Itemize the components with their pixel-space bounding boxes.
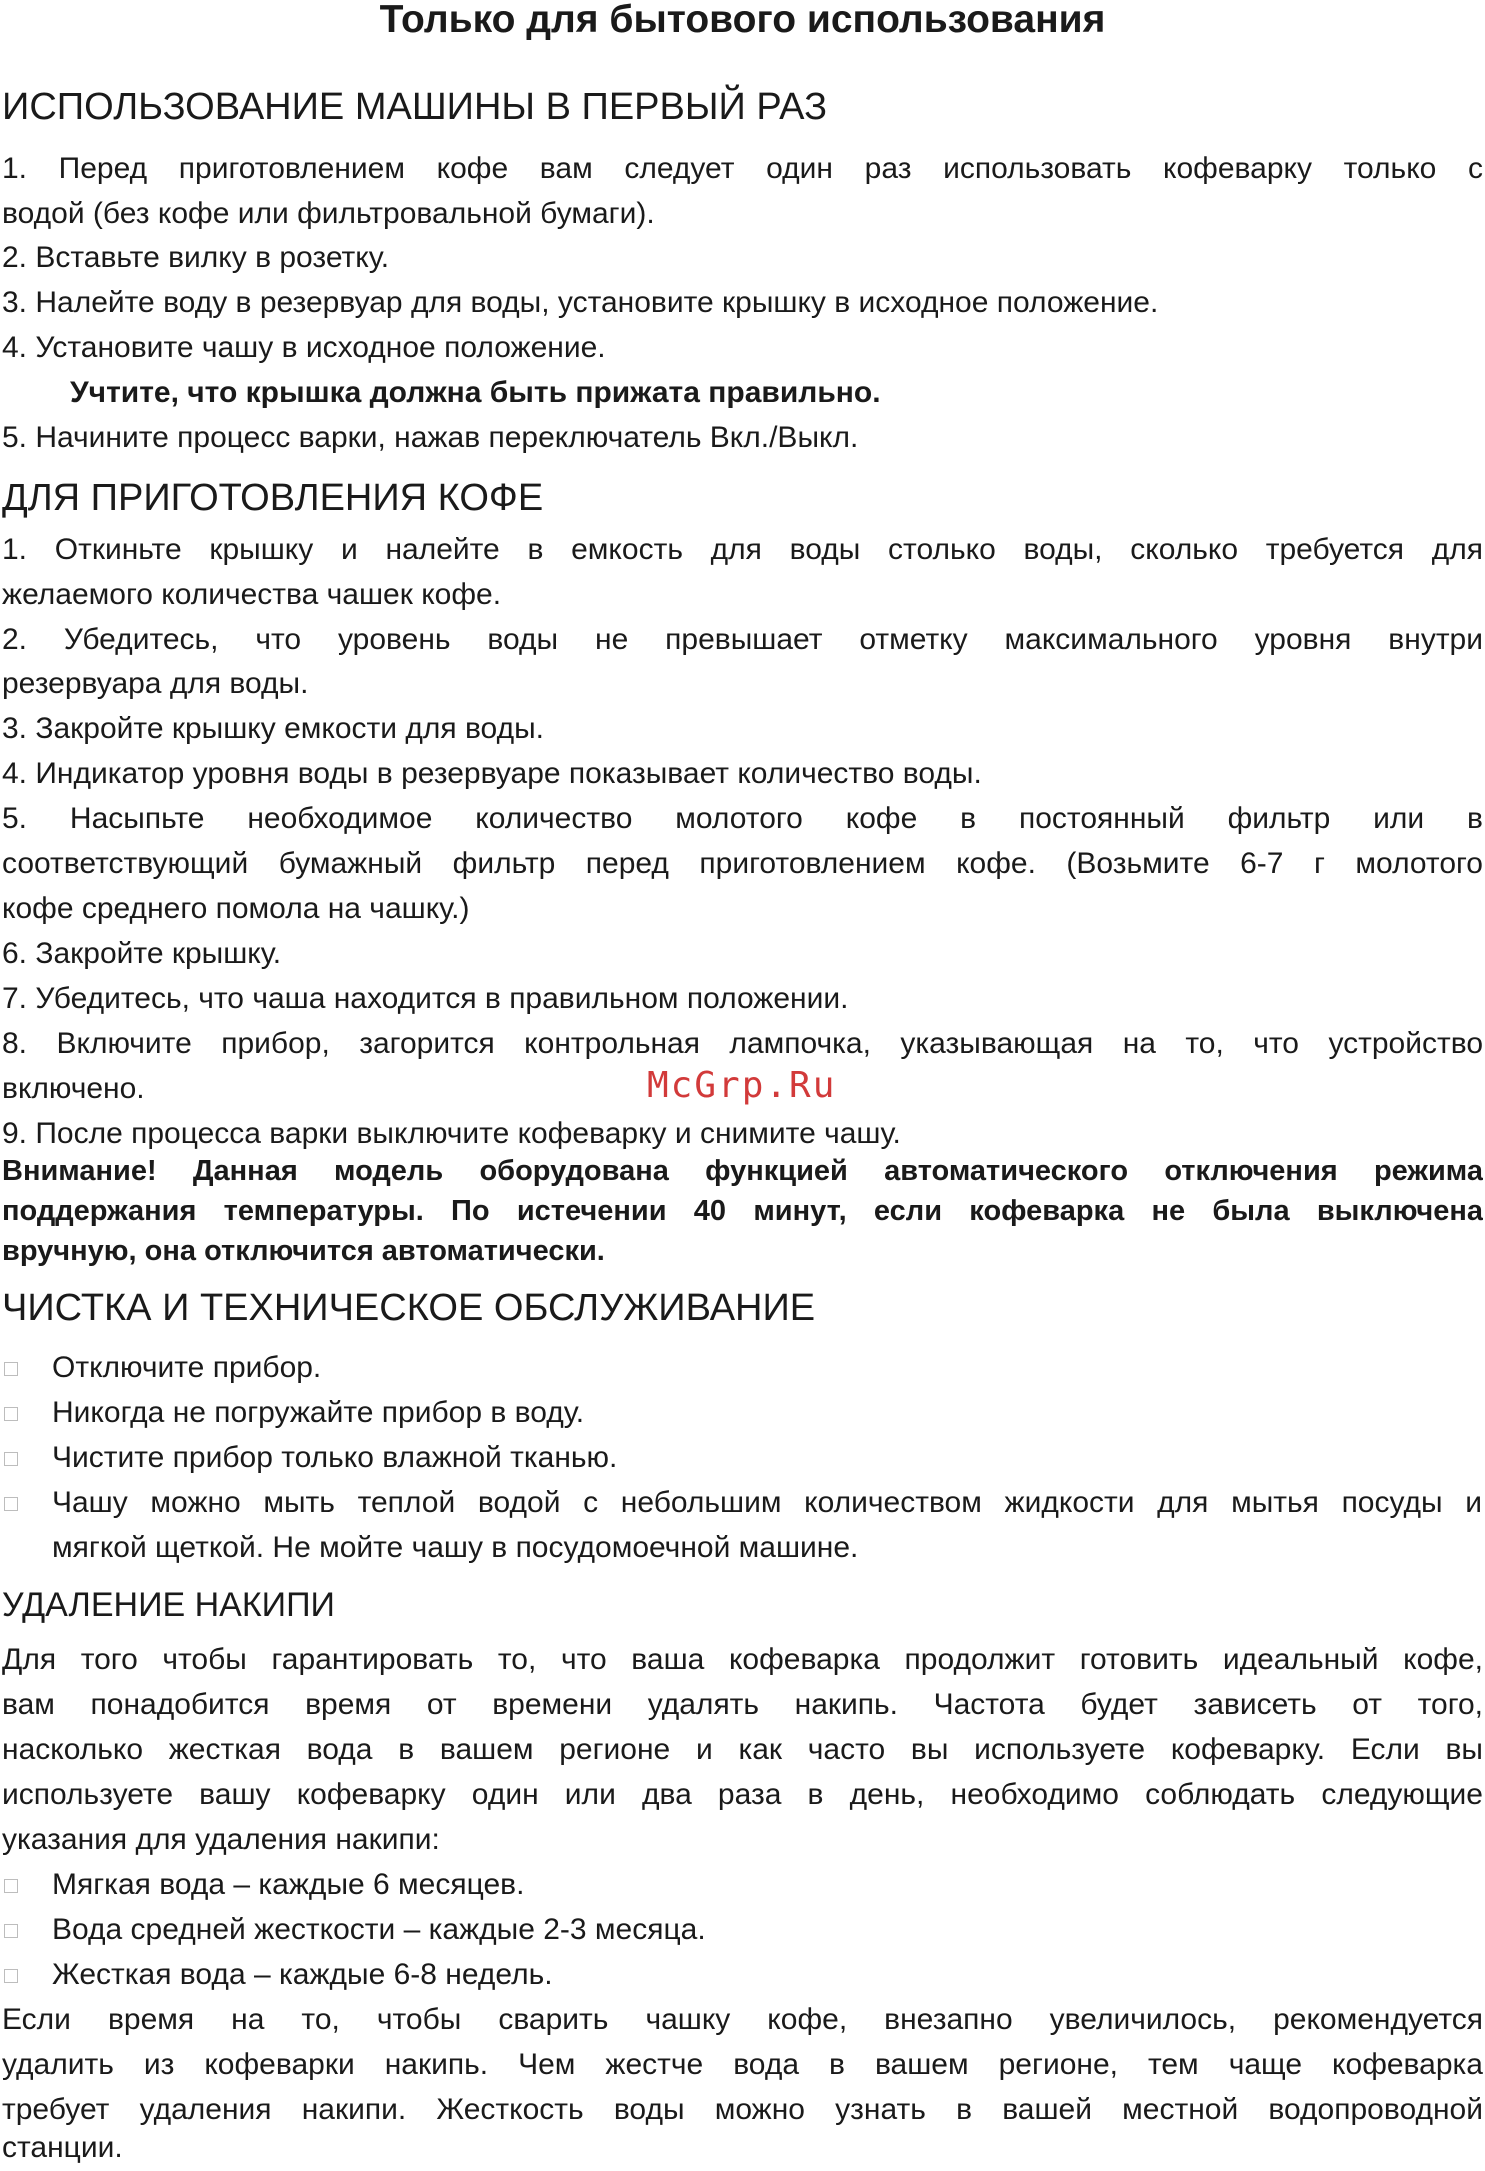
bullet-icon — [4, 1879, 18, 1893]
list-item: Никогда не погружайте прибор в воду. — [52, 1396, 585, 1429]
section-heading-brewing: ДЛЯ ПРИГОТОВЛЕНИЯ КОФЕ — [2, 477, 544, 519]
text-line: включено. — [2, 1072, 145, 1105]
text-line: кофе среднего помола на чашку.) — [2, 892, 470, 925]
text-line: 3. Закройте крышку емкости для воды. — [2, 712, 544, 745]
text-line: 1. Перед приготовлением кофе вам следует один раз использовать кофеварку только с — [2, 152, 1483, 185]
bullet-icon — [4, 1362, 18, 1376]
text-line: насколько жесткая вода в вашем регионе и как часто вы используете кофеварку. Если вы — [2, 1733, 1483, 1766]
text-line: используете вашу кофеварку один или два раза в день, необходимо соблюдать следующие — [2, 1778, 1483, 1811]
list-item: Чистите прибор только влажной тканью. — [52, 1441, 618, 1474]
text-line: 5. Начините процесс варки, нажав переключатель Вкл./Выкл. — [2, 421, 859, 454]
text-line: вам понадобится время от времени удалять накипь. Частота будет зависеть от того, — [2, 1688, 1483, 1721]
list-item: Вода средней жесткости – каждые 2-3 месяца. — [52, 1913, 706, 1946]
section-heading-cleaning: ЧИСТКА И ТЕХНИЧЕСКОЕ ОБСЛУЖИВАНИЕ — [2, 1287, 816, 1329]
bullet-icon — [4, 1924, 18, 1938]
text-line: указания для удаления накипи: — [2, 1823, 440, 1856]
warning-line: поддержания температуры. По истечении 40 минут, если кофеварка не была выключена — [2, 1195, 1483, 1227]
text-line: удалить из кофеварки накипь. Чем жестче вода в вашем регионе, тем чаще кофеварка — [2, 2048, 1483, 2081]
text-line: 1. Откиньте крышку и налейте в емкость для воды столько воды, сколько требуется для — [2, 533, 1483, 566]
text-line: резервуара для воды. — [2, 667, 309, 700]
text-line: требует удаления накипи. Жесткость воды можно узнать в вашей местной водопроводной — [2, 2093, 1483, 2126]
text-line: 8. Включите прибор, загорится контрольная лампочка, указывающая на то, что устройство — [2, 1027, 1483, 1060]
bullet-icon — [4, 1452, 18, 1466]
text-line: Если время на то, чтобы сварить чашку кофе, внезапно увеличилось, рекомендуется — [2, 2003, 1483, 2036]
text-line: 2. Вставьте вилку в розетку. — [2, 241, 390, 274]
list-item-continuation: мягкой щеткой. Не мойте чашу в посудомоечной машине. — [52, 1531, 859, 1564]
bullet-icon — [4, 1497, 18, 1511]
list-item: Отключите прибор. — [52, 1351, 322, 1384]
watermark: McGrp.Ru — [647, 1065, 837, 1106]
text-line: водой (без кофе или фильтровальной бумаги). — [2, 197, 655, 230]
page-title: Только для бытового использования — [379, 0, 1106, 41]
note-line: Учтите, что крышка должна быть прижата правильно. — [70, 376, 881, 409]
text-line: 2. Убедитесь, что уровень воды не превышает отметку максимального уровня внутри — [2, 623, 1483, 656]
text-line: 3. Налейте воду в резервуар для воды, установите крышку в исходное положение. — [2, 286, 1159, 319]
text-line: желаемого количества чашек кофе. — [2, 578, 502, 611]
text-line: 7. Убедитесь, что чаша находится в правильном положении. — [2, 982, 849, 1015]
list-item: Мягкая вода – каждые 6 месяцев. — [52, 1868, 525, 1901]
text-line: 4. Индикатор уровня воды в резервуаре показывает количество воды. — [2, 757, 982, 790]
text-line: 9. После процесса варки выключите кофеварку и снимите чашу. — [2, 1117, 901, 1150]
text-line: станции. — [2, 2131, 123, 2164]
section-heading-descaling: УДАЛЕНИЕ НАКИПИ — [2, 1586, 335, 1624]
text-line: соответствующий бумажный фильтр перед приготовлением кофе. (Возьмите 6-7 г молотого — [2, 847, 1483, 880]
bullet-icon — [4, 1407, 18, 1421]
text-line: 6. Закройте крышку. — [2, 937, 282, 970]
text-line: Для того чтобы гарантировать то, что ваша кофеварка продолжит готовить идеальный кофе, — [2, 1643, 1483, 1676]
list-item: Чашу можно мыть теплой водой с небольшим количеством жидкости для мытья посуды и — [52, 1486, 1482, 1519]
bullet-icon — [4, 1969, 18, 1983]
section-heading-first-use: ИСПОЛЬЗОВАНИЕ МАШИНЫ В ПЕРВЫЙ РАЗ — [2, 86, 828, 128]
list-item: Жесткая вода – каждые 6-8 недель. — [52, 1958, 553, 1991]
warning-line: вручную, она отключится автоматически. — [2, 1235, 605, 1267]
text-line: 5. Насыпьте необходимое количество молотого кофе в постоянный фильтр или в — [2, 802, 1483, 835]
warning-line: Внимание! Данная модель оборудована функцией автоматического отключения режима — [2, 1155, 1483, 1187]
text-line: 4. Установите чашу в исходное положение. — [2, 331, 606, 364]
